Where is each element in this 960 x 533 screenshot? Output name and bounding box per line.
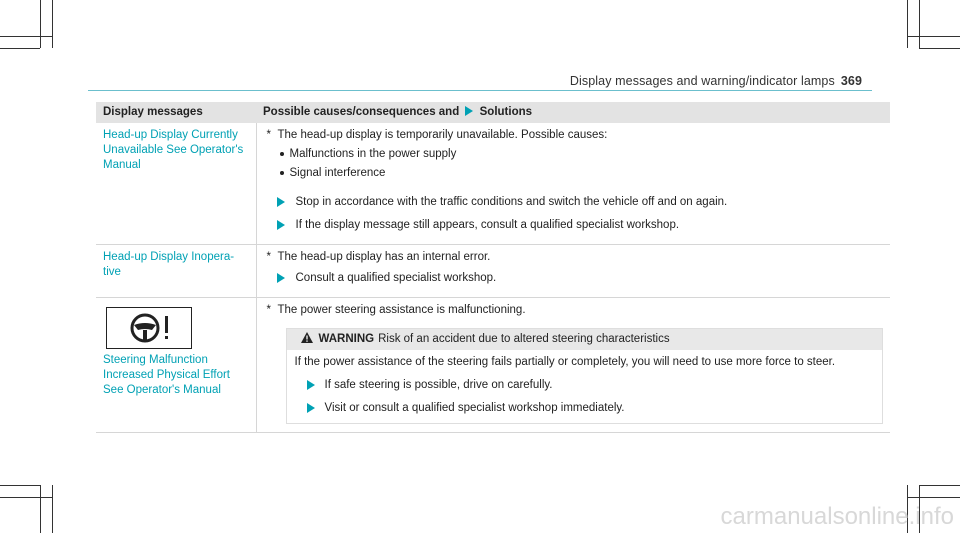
crop-mark bbox=[0, 36, 52, 37]
arrow-icon bbox=[307, 380, 315, 390]
page-number: 369 bbox=[840, 74, 862, 88]
warning-heading: Risk of an accident due to altered steering characteristics bbox=[378, 333, 670, 345]
cause-text: * The head-up display is temporarily unavailable. Possible causes: bbox=[266, 129, 608, 141]
list-item: Signal interference bbox=[264, 166, 884, 181]
crop-mark bbox=[907, 0, 908, 48]
cause-text: * The power steering assistance is malfunctioning. bbox=[266, 304, 526, 316]
arrow-icon bbox=[277, 197, 285, 207]
crop-mark bbox=[919, 485, 960, 486]
warning-header bbox=[287, 329, 883, 350]
table-row bbox=[96, 298, 890, 433]
table-header-row bbox=[96, 102, 890, 123]
warning-label: WARNING bbox=[318, 333, 375, 345]
message-title: Steering Malfunction Increased Physical Effort See Operator's Manual bbox=[103, 354, 230, 396]
crop-mark bbox=[919, 0, 920, 48]
solution-step: Visit or consult a qualified specialist workshop immediately. bbox=[295, 401, 875, 416]
crop-mark bbox=[907, 36, 960, 37]
warning-triangle-icon bbox=[301, 332, 313, 343]
page-header bbox=[570, 74, 862, 88]
table-row bbox=[96, 123, 890, 245]
cause-text: * The head-up display has an internal error. bbox=[266, 251, 491, 263]
crop-mark bbox=[907, 497, 960, 498]
solution-step: If the display message still appears, consult a qualified specialist workshop. bbox=[264, 218, 884, 233]
display-messages-table bbox=[96, 102, 890, 433]
message-title: Head-up Display Inopera-tive bbox=[103, 251, 235, 278]
message-title: Head-up Display Currently Unavailable See Operator's Manual bbox=[103, 129, 244, 171]
column-header: Display messages bbox=[96, 102, 256, 123]
crop-mark bbox=[40, 0, 41, 48]
arrow-icon bbox=[277, 220, 285, 230]
warning-text: If the power assistance of the steering fails partially or completely, you will need to use more force to steer. bbox=[294, 356, 836, 368]
arrow-icon bbox=[277, 273, 285, 283]
solution-step: Consult a qualified specialist workshop. bbox=[264, 271, 884, 286]
list-item: Malfunctions in the power supply bbox=[264, 147, 884, 162]
arrow-icon bbox=[307, 403, 315, 413]
crop-mark bbox=[0, 48, 40, 49]
crop-mark bbox=[52, 485, 53, 533]
section-title: Display messages and warning/indicator lamps bbox=[569, 74, 835, 88]
solution-step: Stop in accordance with the traffic conditions and switch the vehicle off and on again. bbox=[264, 195, 884, 210]
steering-wheel-warning-icon bbox=[106, 307, 192, 349]
arrow-icon bbox=[465, 106, 473, 116]
crop-mark bbox=[0, 497, 52, 498]
crop-mark bbox=[0, 485, 40, 486]
column-header: Possible causes/consequences and Solutions bbox=[256, 102, 890, 123]
table-row bbox=[96, 245, 890, 298]
header-rule bbox=[88, 90, 872, 91]
watermark: carmanualsonline.info bbox=[720, 503, 954, 530]
crop-mark bbox=[40, 485, 41, 533]
warning-box bbox=[286, 328, 884, 424]
crop-mark bbox=[52, 0, 53, 48]
crop-mark bbox=[919, 48, 960, 49]
solution-step: If safe steering is possible, drive on carefully. bbox=[295, 378, 875, 393]
